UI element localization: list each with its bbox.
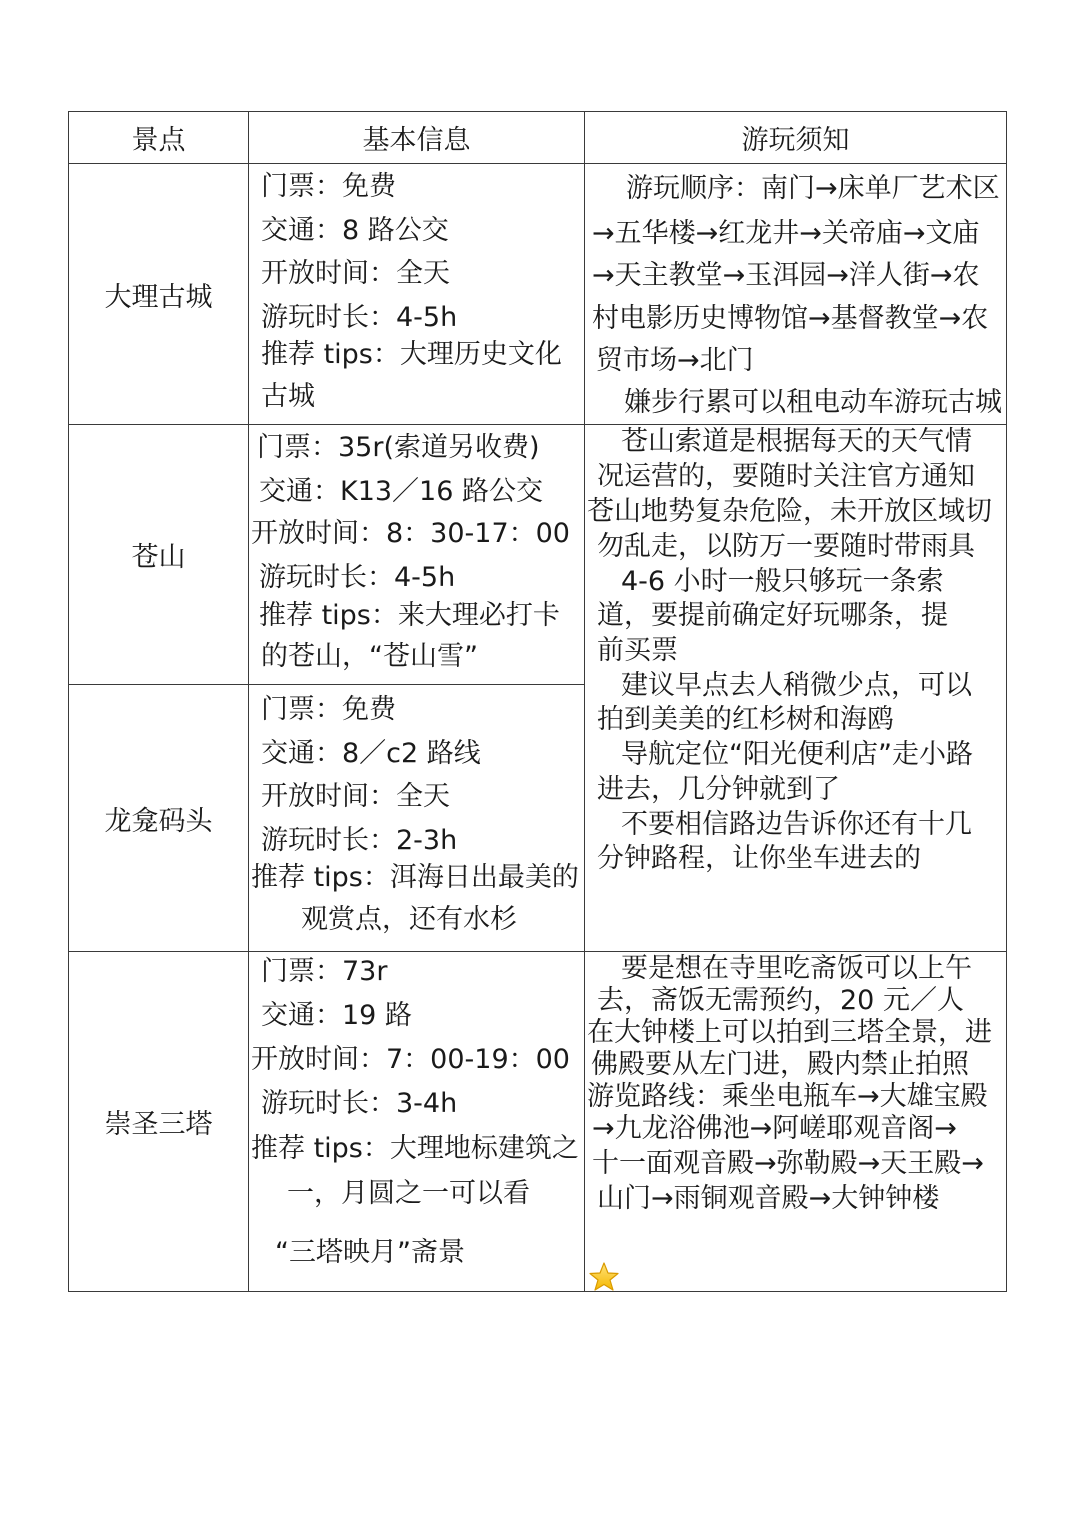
info-line: 开放时间：全天 bbox=[261, 781, 450, 812]
note-line: 导航定位“阳光便利店”走小路 bbox=[621, 739, 973, 770]
note-line: 进去，几分钟就到了 bbox=[597, 774, 840, 805]
note-line: 佛殿要从左门进，殿内禁止拍照 bbox=[591, 1049, 969, 1080]
note-line: 贸市场→北门 bbox=[596, 345, 754, 376]
info-line: 推荐 tips：大理地标建筑之 bbox=[251, 1133, 579, 1164]
info-line: 推荐 tips：洱海日出最美的 bbox=[251, 862, 579, 893]
info-line: 门票：免费 bbox=[261, 694, 396, 725]
note-line: 游玩顺序：南门→床单厂艺术区 bbox=[626, 173, 1000, 204]
info-line: 游玩时长：4-5h bbox=[259, 562, 456, 593]
attraction-three-pagodas: 崇圣三塔 bbox=[104, 1109, 213, 1140]
attraction-cangshan: 苍山 bbox=[131, 542, 186, 573]
star-icon bbox=[588, 1261, 620, 1293]
note-line: 要是想在寺里吃斋饭可以上午 bbox=[621, 953, 972, 984]
info-line: 交通：8／c2 路线 bbox=[261, 738, 481, 769]
info-line: 观赏点，还有水杉 bbox=[301, 904, 517, 935]
info-line: 开放时间：全天 bbox=[261, 258, 450, 289]
info-line: 交通：K13／16 路公交 bbox=[259, 476, 544, 507]
header-attraction: 景点 bbox=[131, 125, 186, 156]
note-line: →五华楼→红龙井→关帝庙→文庙 bbox=[592, 218, 980, 249]
info-line: 开放时间：7：00-19：00 bbox=[251, 1044, 570, 1075]
note-line: 嫌步行累可以租电动车游玩古城 bbox=[624, 387, 1002, 418]
note-line: 苍山索道是根据每天的天气情 bbox=[621, 426, 972, 457]
note-line: 分钟路程，让你坐车进去的 bbox=[597, 843, 921, 874]
info-line: 一，月圆之一可以看 bbox=[287, 1178, 530, 1209]
info-line: 游玩时长：3-4h bbox=[261, 1088, 458, 1119]
note-line: 不要相信路边告诉你还有十几 bbox=[621, 809, 972, 840]
info-line: 门票：35r(索道另收费) bbox=[257, 432, 540, 463]
col-divider-2 bbox=[584, 112, 585, 1291]
note-line: 去，斋饭无需预约，20 元／人 bbox=[597, 985, 964, 1016]
info-line: 交通：19 路 bbox=[261, 1000, 412, 1031]
attraction-longkan-pier: 龙龛码头 bbox=[104, 805, 213, 837]
header-notes: 游玩须知 bbox=[741, 125, 850, 156]
note-line: 建议早点去人稍微少点，可以 bbox=[621, 670, 972, 701]
info-line: 门票：免费 bbox=[261, 171, 396, 202]
info-line: 推荐 tips：大理历史文化 bbox=[261, 339, 562, 370]
info-line: “三塔映月”斋景 bbox=[275, 1237, 465, 1268]
note-line: 拍到美美的红杉树和海鸥 bbox=[597, 704, 894, 735]
note-line: 4-6 小时一般只够玩一条索 bbox=[621, 566, 944, 597]
col-divider-1 bbox=[248, 112, 249, 1291]
info-line: 古城 bbox=[261, 381, 315, 412]
note-line: 十一面观音殿→弥勒殿→天王殿→ bbox=[592, 1148, 984, 1179]
note-line: 村电影历史博物馆→基督教堂→农 bbox=[592, 303, 989, 334]
note-line: 苍山地势复杂危险，未开放区域切 bbox=[587, 496, 992, 527]
info-line: 推荐 tips：来大理必打卡 bbox=[259, 600, 560, 631]
info-line: 开放时间：8：30-17：00 bbox=[251, 518, 570, 549]
info-line: 门票：73r bbox=[261, 956, 388, 987]
info-line: 交通：8 路公交 bbox=[261, 215, 449, 246]
attraction-dali-old-town: 大理古城 bbox=[104, 281, 213, 313]
note-line: 山门→雨铜观音殿→大钟钟楼 bbox=[597, 1183, 940, 1214]
note-line: 勿乱走，以防万一要随时带雨具 bbox=[597, 531, 975, 562]
header-basic-info: 基本信息 bbox=[362, 125, 471, 156]
info-line: 游玩时长：2-3h bbox=[261, 825, 458, 856]
note-line: 前买票 bbox=[597, 635, 678, 666]
info-line: 游玩时长：4-5h bbox=[261, 302, 458, 333]
note-line: →九龙浴佛池→阿嵯耶观音阁→ bbox=[592, 1113, 957, 1144]
note-line: 在大钟楼上可以拍到三塔全景，进 bbox=[587, 1017, 992, 1048]
note-line: 游览路线：乘坐电瓶车→大雄宝殿 bbox=[587, 1081, 988, 1112]
note-line: 况运营的，要随时关注官方通知 bbox=[597, 461, 975, 492]
note-line: →天主教堂→玉洱园→洋人街→农 bbox=[592, 260, 980, 291]
info-line: 的苍山，“苍山雪” bbox=[261, 641, 478, 672]
note-line: 道，要提前确定好玩哪条，提 bbox=[597, 600, 948, 631]
